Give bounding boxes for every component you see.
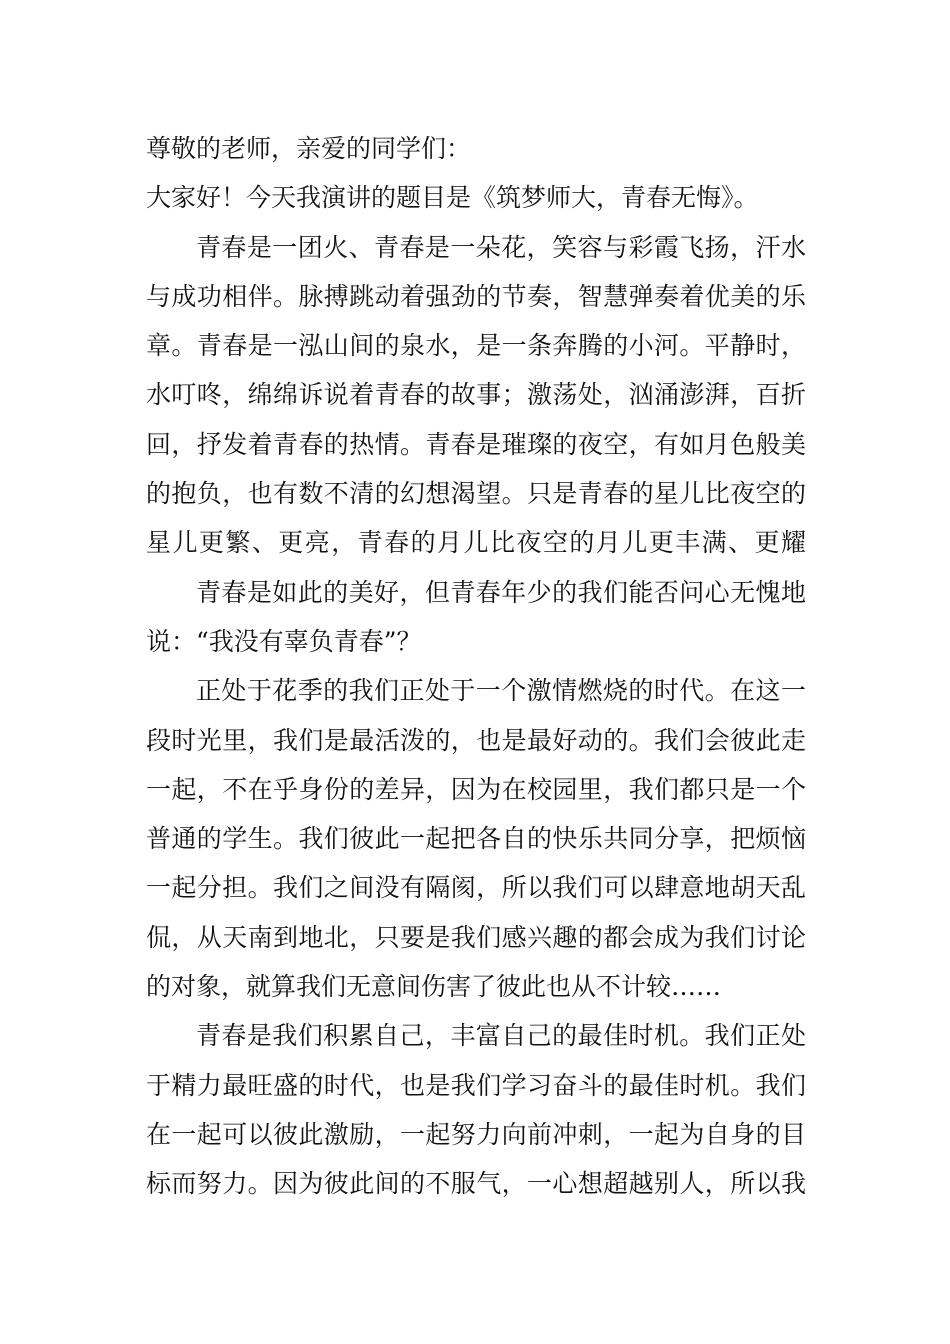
- text-line: 侃，从天南到地北，只要是我们感兴趣的都会成为我们讨论: [146, 922, 806, 952]
- text-line: 一起，不在乎身份的差异，因为在校园里，我们都只是一个: [146, 774, 806, 804]
- paragraph-start-line: 青春是我们积累自己，丰富自己的最佳时机。我们正处: [196, 1021, 806, 1051]
- text-line: 大家好！今天我演讲的题目是《筑梦师大，青春无悔》。: [146, 183, 759, 213]
- text-line: 说：“我没有辜负青春”？: [146, 626, 422, 656]
- text-line: 标而努力。因为彼此间的不服气，一心想超越别人，所以我: [146, 1169, 806, 1199]
- speech-text: [146, 124, 806, 1209]
- text-line: 在一起可以彼此激励，一起努力向前冲刺，一起为自身的目: [146, 1119, 806, 1149]
- text-line: 的抱负，也有数不清的幻想渴望。只是青春的星儿比夜空的: [146, 479, 806, 509]
- text-line: 与成功相伴。脉搏跳动着强劲的节奏，智慧弹奏着优美的乐: [146, 281, 806, 311]
- text-line: 章。青春是一泓山间的泉水，是一条奔腾的小河。平静时，: [146, 331, 806, 361]
- paragraph-start-line: 青春是一团火、青春是一朵花，笑容与彩霞飞扬，汗水: [196, 232, 806, 262]
- text-line: 段时光里，我们是最活泼的，也是最好动的。我们会彼此走: [146, 725, 806, 755]
- text-line: 一起分担。我们之间没有隔阂，所以我们可以肆意地胡天乱: [146, 873, 806, 903]
- paragraph-start-line: 青春是如此的美好，但青春年少的我们能否问心无愧地: [196, 577, 806, 607]
- text-line: 普通的学生。我们彼此一起把各自的快乐共同分享，把烦恼: [146, 824, 806, 854]
- text-line: 于精力最旺盛的时代，也是我们学习奋斗的最佳时机。我们: [146, 1070, 806, 1100]
- paragraph-start-line: 正处于花季的我们正处于一个激情燃烧的时代。在这一: [196, 676, 806, 706]
- text-line: 的对象，就算我们无意间伤害了彼此也从不计较……: [146, 972, 722, 1002]
- text-line: 回，抒发着青春的热情。青春是璀璨的夜空，有如月色般美: [146, 429, 806, 459]
- text-line: 水叮咚，绵绵诉说着青春的故事；激荡处，汹涌澎湃，百折: [146, 380, 806, 410]
- text-line: 星儿更繁、更亮，青春的月儿比夜空的月儿更丰满、更耀: [146, 528, 806, 558]
- text-line: 尊敬的老师，亲爱的同学们：: [146, 134, 472, 163]
